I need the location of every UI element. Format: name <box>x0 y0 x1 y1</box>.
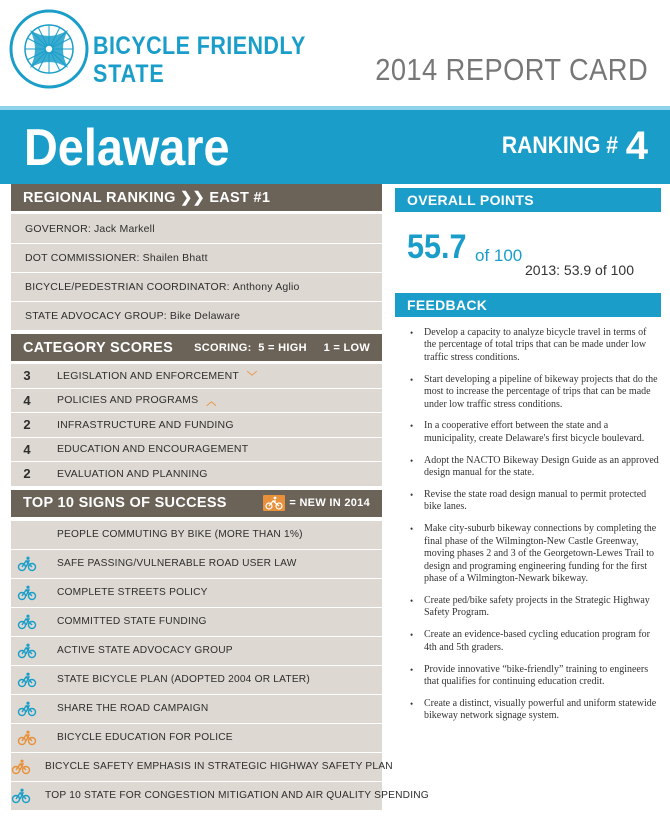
overall-points-heading: OVERALL POINTS <box>395 188 661 212</box>
sign-label: STATE BICYCLE PLAN (ADOPTED 2004 OR LATER) <box>57 674 310 685</box>
feedback-heading: FEEDBACK <box>395 293 661 317</box>
report-header <box>0 0 670 108</box>
officials-panel <box>11 214 382 330</box>
sign-of-success-row <box>11 636 382 665</box>
sign-icon-cell <box>11 585 43 601</box>
right-column <box>395 184 661 732</box>
feedback-item: • Make city-suburb bikeway connections by completing the final phase of the Wilmington-New Castle Greenway, moving phases 2 and 3 of the Georgetown-Lewes Trail to design and programing engineering funding for the first phase of a Wilmington-Newark bikeway. <box>407 523 661 585</box>
sign-label: COMMITTED STATE FUNDING <box>57 616 207 627</box>
category-score-value: 4 <box>23 441 31 457</box>
feedback-item: • Start developing a pipeline of bikeway projects that do the most to increase the percentage of trips that can be made under low traffic stress conditions. <box>407 374 661 411</box>
bicycle-rider-icon <box>17 730 37 746</box>
feedback-item: • Develop a capacity to analyze bicycle travel in terms of the percentage of total trips that can be made under low traffic stress conditions. <box>407 327 661 364</box>
new-in-2014-legend: = NEW IN 2014 <box>263 495 370 511</box>
bicycle-wheel-logo-icon <box>8 8 90 90</box>
trend-chevron-icon: ︿ <box>206 396 217 408</box>
category-label: INFRASTRUCTURE AND FUNDING <box>57 418 234 431</box>
category-score-row <box>11 461 382 486</box>
ranking-value: 4 <box>625 124 648 168</box>
category-label: POLICIES AND PROGRAMS <box>57 394 199 407</box>
logo-title-line2: STATE <box>93 60 165 88</box>
bicycle-rider-icon <box>17 672 37 688</box>
category-scores-heading: CATEGORY SCORES SCORING: 5 = HIGH 1 = LOW <box>11 334 382 361</box>
sign-icon-cell <box>11 614 43 630</box>
sign-icon-cell <box>11 672 43 688</box>
sign-label: BICYCLE EDUCATION FOR POLICE <box>57 732 233 743</box>
previous-year-points: 2013: 53.9 of 100 <box>525 262 634 278</box>
feedback-item: • In a cooperative effort between the state and a municipality, create Delaware's first bicycle boulevard. <box>407 420 661 445</box>
category-label: EDUCATION AND ENCOURAGEMENT <box>57 443 249 456</box>
bicycle-rider-icon <box>17 556 37 572</box>
sign-icon-cell <box>11 556 43 572</box>
sign-label: SHARE THE ROAD CAMPAIGN <box>57 703 209 714</box>
trend-chevron-icon: ﹀ <box>246 372 257 384</box>
signs-of-success-heading: TOP 10 SIGNS OF SUCCESS = NEW IN 2014 <box>11 490 382 517</box>
sign-icon-cell <box>11 788 31 804</box>
feedback-item: • Provide innovative “bike-friendly” training to engineers that qualifies for continuing education credit. <box>407 664 661 689</box>
state-name: Delaware <box>24 119 230 177</box>
sign-of-success-row <box>11 752 393 781</box>
signs-list <box>11 520 429 810</box>
feedback-item: • Create a distinct, visually powerful and uniform statewide bikeway network signage system. <box>407 698 661 723</box>
feedback-item: • Create ped/bike safety projects in the Strategic Highway Safety Program. <box>407 595 661 620</box>
sign-of-success-row <box>11 607 382 636</box>
sign-of-success-row <box>11 665 382 694</box>
sign-of-success-row <box>11 520 382 549</box>
category-score-value: 2 <box>23 466 31 482</box>
sign-icon-cell <box>11 759 31 775</box>
category-label: EVALUATION AND PLANNING <box>57 467 208 480</box>
sign-icon-cell <box>11 701 43 717</box>
dot-commissioner-row: DOT COMMISSIONER: Shailen Bhatt <box>11 243 382 272</box>
bicycle-rider-icon <box>17 585 37 601</box>
bicycle-rider-icon <box>11 759 31 775</box>
sign-of-success-row <box>11 781 429 810</box>
category-score-value: 3 <box>23 368 31 384</box>
bicycle-rider-icon <box>17 701 37 717</box>
left-column <box>11 184 429 810</box>
category-score-value: 2 <box>23 417 31 433</box>
sign-icon-cell <box>11 730 43 746</box>
report-card-title: 2014 REPORT CARD <box>375 52 648 87</box>
feedback-item: • Revise the state road design manual to permit protected bike lanes. <box>407 489 661 514</box>
sign-label: BICYCLE SAFETY EMPHASIS IN STRATEGIC HIGHWAY SAFETY PLAN <box>45 761 393 772</box>
advocacy-group-row: STATE ADVOCACY GROUP: Bike Delaware <box>11 301 382 330</box>
bike-rider-icon <box>263 495 285 511</box>
sign-of-success-row <box>11 694 382 723</box>
bicycle-rider-icon <box>17 614 37 630</box>
points-of-total: of 100 <box>475 246 523 265</box>
bicycle-rider-icon <box>11 788 31 804</box>
sign-of-success-row <box>11 549 382 578</box>
feedback-list <box>395 327 661 723</box>
category-score-list <box>11 363 382 486</box>
sign-icon-cell <box>11 643 43 659</box>
category-score-row <box>11 388 382 413</box>
feedback-item: • Adopt the NACTO Bikeway Design Guide as an approved design manual for the state. <box>407 455 661 480</box>
governor-row: GOVERNOR: Jack Markell <box>25 222 155 235</box>
category-score-row <box>11 412 382 437</box>
sign-label: SAFE PASSING/VULNERABLE ROAD USER LAW <box>57 558 297 569</box>
sign-label: ACTIVE STATE ADVOCACY GROUP <box>57 645 233 656</box>
sign-of-success-row <box>11 578 382 607</box>
overall-points-value: 55.7 <box>407 228 467 266</box>
sign-label: COMPLETE STREETS POLICY <box>57 587 208 598</box>
category-score-value: 4 <box>23 392 31 408</box>
ranking-label: RANKING # <box>501 132 618 159</box>
regional-ranking-heading: REGIONAL RANKING ❯❯ EAST #1 <box>11 184 382 211</box>
scoring-legend: SCORING: 5 = HIGH 1 = LOW <box>194 341 370 354</box>
logo-title-line1: BICYCLE FRIENDLY <box>93 32 306 60</box>
sign-of-success-row <box>11 723 382 752</box>
feedback-item: • Create an evidence-based cycling education program for 4th and 5th graders. <box>407 629 661 654</box>
sign-label: PEOPLE COMMUTING BY BIKE (MORE THAN 1%) <box>57 529 303 540</box>
bicycle-rider-icon <box>17 643 37 659</box>
state-banner <box>0 106 670 184</box>
category-label: LEGISLATION AND ENFORCEMENT <box>57 369 239 382</box>
category-score-row <box>11 363 382 388</box>
overall-points-box <box>395 212 661 280</box>
category-score-row <box>11 437 382 462</box>
sign-label: TOP 10 STATE FOR CONGESTION MITIGATION AND AIR QUALITY SPENDING <box>45 790 429 801</box>
bike-ped-coordinator-row: BICYCLE/PEDESTRIAN COORDINATOR: Anthony Aglio <box>11 272 382 301</box>
